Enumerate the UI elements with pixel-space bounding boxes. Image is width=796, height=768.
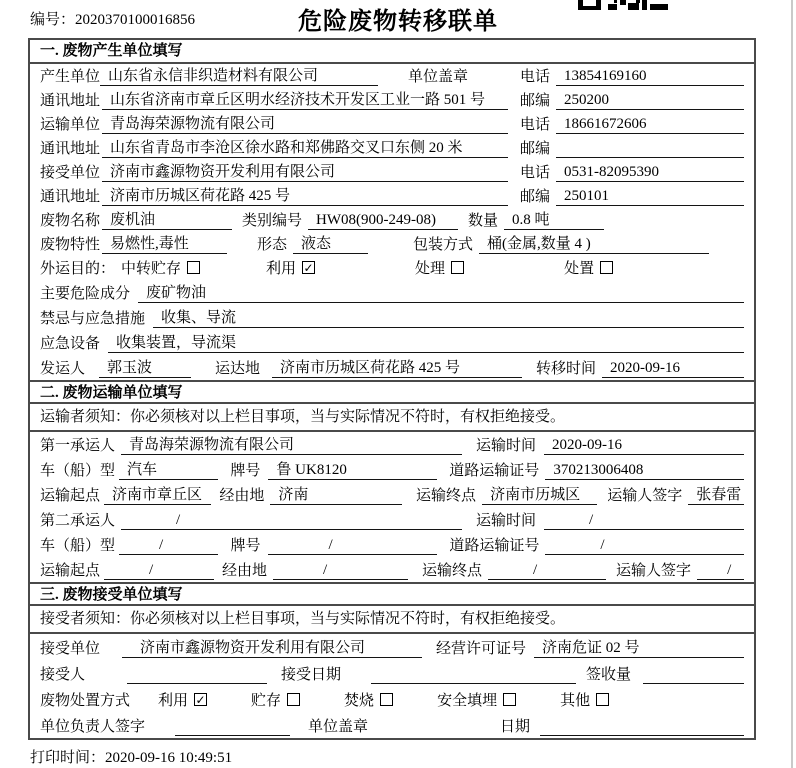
address-label: 通讯地址 [40, 141, 101, 157]
phone-label: 电话 [519, 165, 550, 181]
packing-label: 包装方式 [413, 237, 474, 253]
document-header [0, 0, 796, 38]
phone-value: 13854169160 [556, 68, 744, 86]
quantity-label: 数量 [468, 213, 499, 229]
address-value: 山东省济南市章丘区明水经济技术开发区工业一路 501 号 [102, 88, 508, 110]
checkbox-label: 处理 [415, 261, 446, 277]
checkbox-icon: ✓ [303, 261, 314, 275]
checkbox-label: 贮存 [251, 693, 282, 709]
plate-value: / [268, 537, 437, 555]
date-label: 日期 [500, 719, 531, 735]
disposal-option [158, 689, 207, 710]
acceptor-row [30, 660, 754, 686]
checkbox-icon [187, 261, 200, 274]
plate-label: 牌号 [230, 538, 261, 554]
qr-code-fragment [578, 0, 668, 10]
print-time-label: 打印时间： [30, 750, 106, 766]
end-value: 济南市历城区 [482, 483, 597, 505]
via-value: / [273, 562, 408, 580]
amount-label: 签收量 [586, 667, 632, 683]
vehicle-label: 车（船）型 [40, 538, 116, 554]
transport-time-label: 运输时间 [475, 438, 536, 454]
transporter-row [30, 112, 754, 136]
category-label: 类别编号 [242, 213, 303, 229]
manifest-form [28, 38, 756, 740]
property-value: 易燃性,毒性 [102, 232, 227, 254]
zip-label: 邮编 [519, 141, 550, 157]
serial-value: 2020370100016856 [75, 12, 196, 28]
equipment-label: 应急设备 [40, 336, 101, 352]
producer-address-row [30, 88, 754, 112]
second-vehicle-row [30, 532, 754, 557]
waste-name-row [30, 208, 754, 232]
zip-value: 250101 [556, 188, 744, 206]
hazard-value: 废矿物油 [138, 281, 744, 303]
hazard-label: 主要危险成分 [40, 286, 131, 302]
zip-value [556, 140, 744, 158]
disposal-option [251, 689, 300, 710]
scan-page-edge [791, 0, 793, 768]
checkbox-label: 中转贮存 [121, 261, 182, 277]
receiver-label: 接受单位 [40, 165, 101, 181]
acceptor-label: 接受人 [40, 667, 86, 683]
via-label: 经由地 [219, 488, 265, 504]
end-label: 运输终点 [422, 563, 483, 579]
producer-value: 山东省永信非织造材料有限公司 [100, 64, 378, 86]
print-time-value: 2020-09-16 10:49:51 [105, 750, 233, 766]
checkbox-icon [451, 261, 464, 274]
seal-label: 单位盖章 [408, 69, 469, 85]
origin-value: 济南市章丘区 [104, 483, 211, 505]
shipper-label: 发运人 [40, 361, 86, 377]
vehicle-value: 汽车 [119, 458, 218, 480]
waste-name-value: 废机油 [102, 208, 232, 230]
disposal-option [437, 689, 516, 710]
amount-value [643, 666, 744, 684]
checkbox-icon [380, 693, 393, 706]
section-transport-heading: 二. 废物运输单位填写 [30, 380, 754, 404]
receiver-row [30, 160, 754, 184]
accept-unit-row [30, 634, 754, 660]
address-label: 通讯地址 [40, 93, 101, 109]
purpose-row [30, 256, 754, 280]
transfer-time-value: 2020-09-16 [602, 360, 744, 378]
phone-label: 电话 [519, 117, 550, 133]
address-value: 济南市历城区荷花路 425 号 [102, 184, 508, 206]
waste-name-label: 废物名称 [40, 213, 101, 229]
address-label: 通讯地址 [40, 189, 101, 205]
receiver-address-row [30, 184, 754, 208]
page-title: 危险废物转移联单 [298, 9, 498, 35]
transport-notice: 运输者须知：你必须核对以上栏目事项，当与实际情况不符时，有权拒绝接受。 [30, 404, 754, 432]
disposal-option [560, 689, 609, 710]
origin-value: / [104, 562, 214, 580]
responsible-sign-row [30, 712, 754, 738]
carrier-value: / [121, 512, 462, 530]
destination-value: 济南市历城区荷花路 425 号 [272, 356, 522, 378]
plate-label: 牌号 [230, 463, 261, 479]
print-time-line [30, 746, 796, 767]
zip-label: 邮编 [519, 189, 550, 205]
disposal-label: 废物处置方式 [40, 693, 131, 709]
form-label: 形态 [257, 237, 288, 253]
end-label: 运输终点 [416, 488, 477, 504]
destination-label: 运达地 [215, 361, 261, 377]
carrier-sign-value: 张春雷 [688, 483, 744, 505]
purpose-label: 外运目的： [40, 261, 116, 277]
disposal-option [344, 689, 393, 710]
checkbox-label: 其他 [560, 693, 591, 709]
zip-value: 250200 [556, 92, 744, 110]
carrier-label: 第一承运人 [40, 438, 116, 454]
permit-label: 经营许可证号 [436, 641, 527, 657]
hazard-row [30, 280, 754, 305]
checkbox-icon [287, 693, 300, 706]
receiver-value: 济南市鑫源物资开发利用有限公司 [102, 160, 508, 182]
accept-date-value [371, 666, 576, 684]
vehicle-label: 车（船）型 [40, 463, 116, 479]
taboo-value: 收集、导流 [153, 306, 744, 328]
shipper-value: 郭玉波 [99, 356, 191, 378]
accept-date-label: 接受日期 [281, 667, 342, 683]
receiver-notice: 接受者须知：你必须核对以上栏目事项，当与实际情况不符时，有权拒绝接受。 [30, 606, 754, 634]
checkbox-label: 处置 [564, 261, 595, 277]
accept-unit-label: 接受单位 [40, 641, 101, 657]
category-value: HW08(900-249-08) [308, 212, 458, 230]
producer-label: 产生单位 [40, 69, 101, 85]
first-carrier-row [30, 432, 754, 457]
carrier-label: 第二承运人 [40, 513, 116, 529]
transfer-time-label: 转移时间 [536, 361, 597, 377]
checkbox-label: 利用 [158, 693, 189, 709]
transporter-value: 青岛海荣源物流有限公司 [102, 112, 508, 134]
end-value: / [488, 562, 606, 580]
waste-property-row [30, 232, 754, 256]
responsible-sign-label: 单位负责人签字 [40, 719, 146, 735]
checkbox-label: 利用 [266, 261, 297, 277]
packing-value: 桶(金属,数量 4 ) [479, 232, 709, 254]
plate-value: 鲁 UK8120 [268, 458, 437, 480]
responsible-sign-value [175, 718, 290, 736]
carrier-sign-value: / [697, 562, 744, 580]
road-license-label: 道路运输证号 [449, 538, 540, 554]
transport-time-value: / [544, 512, 744, 530]
acceptor-value [127, 666, 267, 684]
first-vehicle-row [30, 457, 754, 482]
first-route-row [30, 482, 754, 507]
disposal-row [30, 686, 754, 712]
taboo-label: 禁忌与应急措施 [40, 311, 146, 327]
purpose-option [415, 257, 464, 278]
transport-time-label: 运输时间 [475, 513, 536, 529]
form-value: 液态 [293, 232, 368, 254]
via-label: 经由地 [222, 563, 268, 579]
purpose-option [564, 257, 613, 278]
phone-value: 0531-82095390 [556, 164, 744, 182]
origin-label: 运输起点 [40, 488, 101, 504]
checkbox-icon [600, 261, 613, 274]
equipment-row [30, 330, 754, 355]
address-value: 山东省青岛市李沧区徐水路和郑佛路交叉口东侧 20 米 [102, 136, 508, 158]
checkbox-icon [503, 693, 516, 706]
equipment-value: 收集装置，导流渠 [108, 331, 744, 353]
origin-label: 运输起点 [40, 563, 101, 579]
quantity-value: 0.8 吨 [504, 208, 604, 230]
serial-label: 编号： [30, 12, 76, 28]
checkbox-icon [596, 693, 609, 706]
transporter-label: 运输单位 [40, 117, 101, 133]
checkbox-label: 焚烧 [344, 693, 375, 709]
checkbox-label: 安全填埋 [437, 693, 498, 709]
road-license-value: / [545, 537, 744, 555]
carrier-sign-label: 运输人签字 [607, 488, 683, 504]
second-carrier-row [30, 507, 754, 532]
transporter-address-row [30, 136, 754, 160]
transport-time-value: 2020-09-16 [544, 437, 744, 455]
purpose-option [121, 257, 200, 278]
shipper-row [30, 355, 754, 380]
date-value [540, 718, 744, 736]
section-receiver-heading: 三. 废物接受单位填写 [30, 582, 754, 606]
zip-label: 邮编 [519, 93, 550, 109]
phone-label: 电话 [519, 69, 550, 85]
purpose-option [266, 257, 315, 278]
unit-seal-label: 单位盖章 [308, 719, 369, 735]
carrier-sign-label: 运输人签字 [616, 563, 692, 579]
second-route-row [30, 557, 754, 582]
property-label: 废物特性 [40, 237, 101, 253]
road-license-value: 370213006408 [545, 462, 744, 480]
accept-unit-value: 济南市鑫源物资开发利用有限公司 [122, 636, 422, 658]
vehicle-value: / [119, 537, 218, 555]
via-value: 济南 [270, 483, 402, 505]
checkbox-icon: ✓ [195, 693, 206, 707]
permit-value: 济南危证 02 号 [534, 636, 744, 658]
carrier-value: 青岛海荣源物流有限公司 [121, 433, 462, 455]
phone-value: 18661672606 [556, 116, 744, 134]
section-producer-heading: 一. 废物产生单位填写 [30, 40, 754, 64]
taboo-row [30, 305, 754, 330]
road-license-label: 道路运输证号 [449, 463, 540, 479]
producer-row [30, 64, 754, 88]
